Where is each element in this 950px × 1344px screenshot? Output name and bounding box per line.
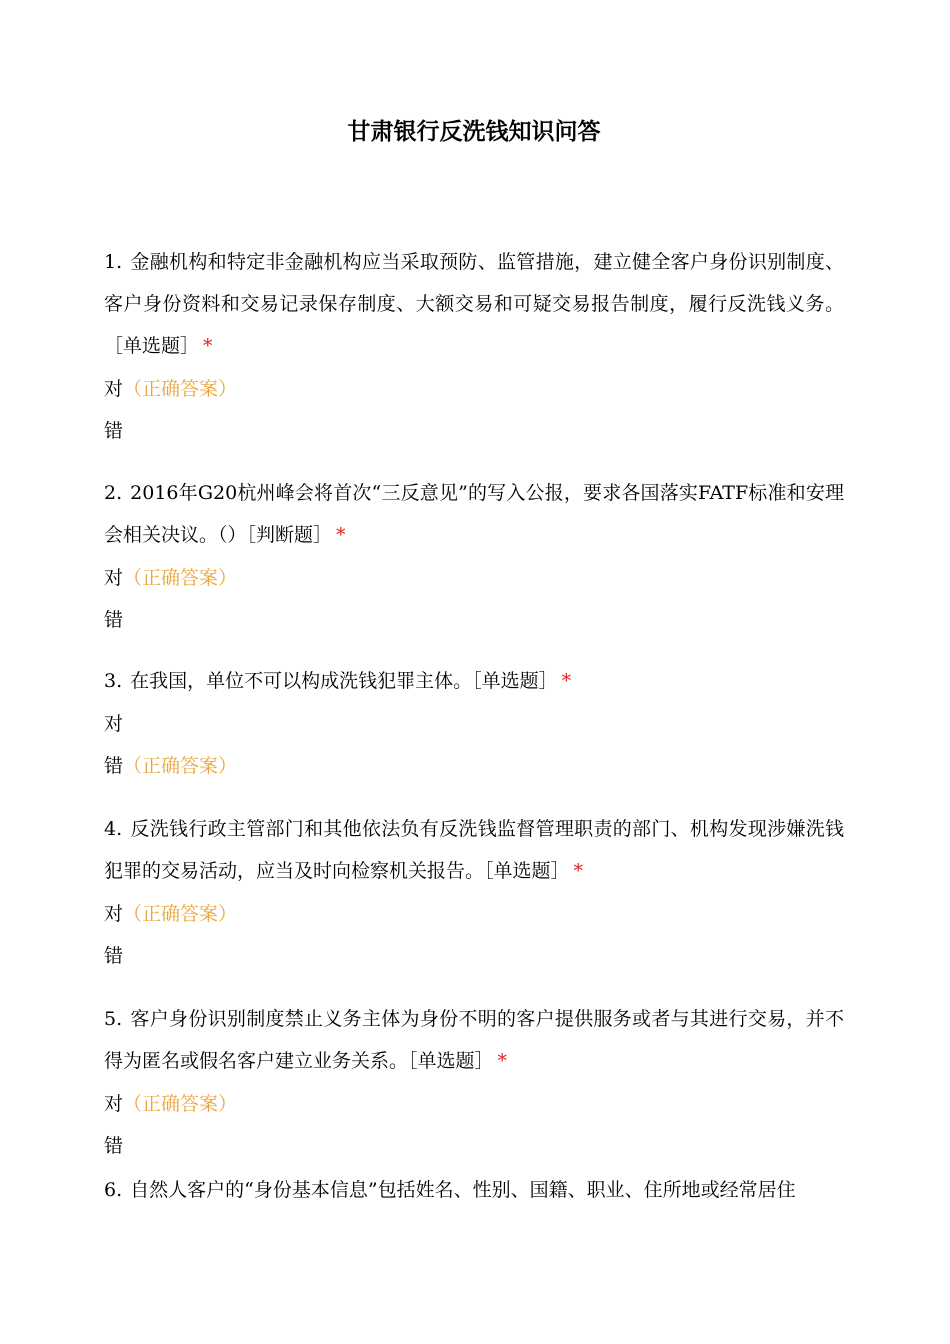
question-text xyxy=(104,808,844,892)
option-label: 错 xyxy=(104,1135,124,1157)
question-block xyxy=(104,1169,844,1211)
question-number: 3. xyxy=(104,670,123,692)
correct-answer-label: （正确答案） xyxy=(123,755,238,777)
question-number: 2. xyxy=(104,482,123,504)
option-item[interactable] xyxy=(104,606,844,634)
option-item[interactable] xyxy=(104,900,844,928)
option-item[interactable] xyxy=(104,710,844,738)
question-text xyxy=(104,472,844,556)
option-item[interactable] xyxy=(104,752,844,780)
question-text xyxy=(104,1169,844,1211)
question-body: 反洗钱行政主管部门和其他依法负有反洗钱监督管理职责的部门、机构发现涉嫌洗钱犯罪的交易活动，应当及时向检察机关报告。［单选题］ xyxy=(104,818,844,882)
question-number: 4. xyxy=(104,818,123,840)
question-number: 6. xyxy=(104,1179,123,1201)
correct-answer-label: （正确答案） xyxy=(123,378,238,400)
option-item[interactable] xyxy=(104,375,844,403)
option-item[interactable] xyxy=(104,564,844,592)
correct-answer-label: （正确答案） xyxy=(123,1093,238,1115)
required-mark: * xyxy=(561,670,572,692)
option-label: 错 xyxy=(104,609,124,631)
required-mark: * xyxy=(203,335,213,357)
required-mark: * xyxy=(336,524,346,546)
option-label: 错 xyxy=(104,945,124,967)
required-mark: * xyxy=(573,860,584,882)
option-item[interactable] xyxy=(104,942,844,970)
question-block xyxy=(104,808,844,970)
correct-answer-label: （正确答案） xyxy=(123,567,238,589)
question-block xyxy=(104,472,844,634)
question-body: 客户身份识别制度禁止义务主体为身份不明的客户提供服务或者与其进行交易，并不得为匿名或假名客户建立业务关系。［单选题］ xyxy=(104,1008,844,1072)
required-mark: * xyxy=(497,1050,508,1072)
question-block xyxy=(104,241,844,445)
option-item[interactable] xyxy=(104,1090,844,1118)
correct-answer-label: （正确答案） xyxy=(123,903,238,925)
question-body: 2016年G20杭州峰会将首次“三反意见”的写入公报，要求各国落实FATF标准和安理会相关决议。（）［判断题］ xyxy=(104,482,844,546)
option-label: 对 xyxy=(104,713,124,735)
question-number: 5. xyxy=(104,1008,123,1030)
question-text xyxy=(104,998,844,1082)
option-item[interactable] xyxy=(104,417,844,445)
question-text xyxy=(104,660,844,702)
option-label: 对 xyxy=(104,903,124,925)
question-body: 在我国，单位不可以构成洗钱犯罪主体。［单选题］ xyxy=(130,670,558,692)
option-label: 错 xyxy=(104,420,124,442)
question-block xyxy=(104,998,844,1160)
option-label: 对 xyxy=(104,567,124,589)
question-text xyxy=(104,241,844,367)
question-body: 自然人客户的“身份基本信息”包括姓名、性别、国籍、职业、住所地或经常居住 xyxy=(130,1179,796,1201)
document-title: 甘肃银行反洗钱知识问答 xyxy=(347,119,601,145)
question-body: 金融机构和特定非金融机构应当采取预防、监管措施，建立健全客户身份识别制度、客户身份资料和交易记录保存制度、大额交易和可疑交易报告制度，履行反洗钱义务。［单选题］ xyxy=(104,251,844,357)
question-block xyxy=(104,660,844,780)
option-label: 对 xyxy=(104,1093,124,1115)
question-number: 1. xyxy=(104,251,123,273)
option-label: 错 xyxy=(104,755,124,777)
option-label: 对 xyxy=(104,378,124,400)
option-item[interactable] xyxy=(104,1132,844,1160)
